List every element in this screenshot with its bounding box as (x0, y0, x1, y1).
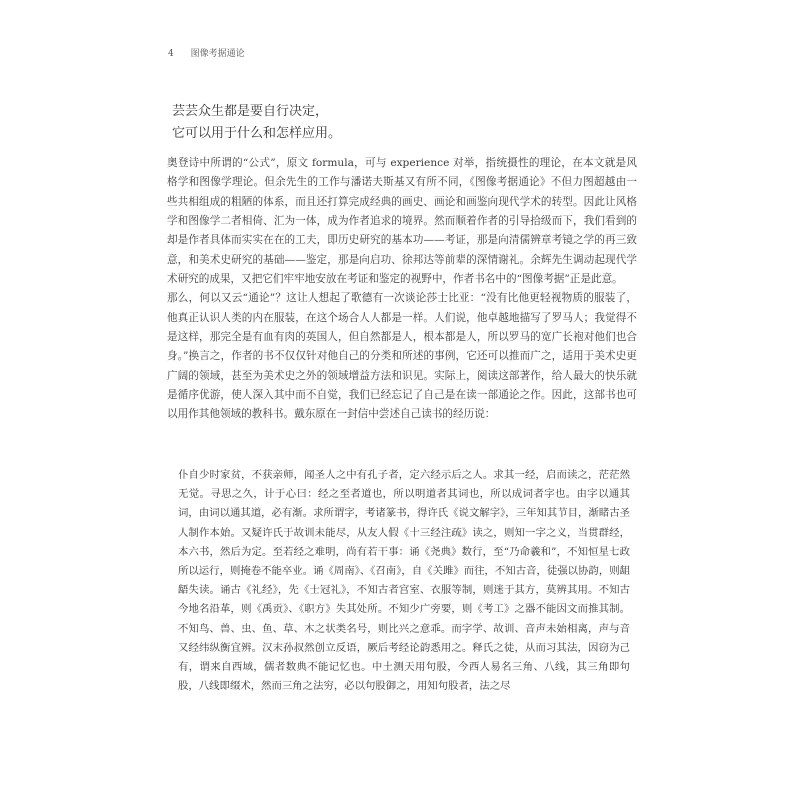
poem-line: 它可以用于什么和怎样应用。 (172, 126, 342, 141)
page-number: 4 (168, 49, 174, 59)
epigraph-poem (172, 101, 341, 145)
quote-paragraph: 仆自少时家贫，不获亲师，闻圣人之中有孔子者，定六经示后之人。求其一经，启而读之，茫茫然无觉。寻思之久，计于心曰：经之至者道也，所以明道者其词也，所以成词者字也。由字以通其词，由词以通其道，必有渐。求所谓字，考诸篆书，得许氏《说文解字》，三年知其节目，渐睹古圣人制作本始。又疑许氏于故训未能尽，从友人假《十三经注疏》读之，则知一字之义，当贯群经，本六书，然后为定。至若经之难明，尚有若干事：诵《尧典》数行，至“乃命羲和”，不知恒星七政所以运行，则掩卷不能卒业。诵《周南》、《召南》，自《关雎》而往，不知古音，徒强以协韵，则龃龉失读。诵古《礼经》，先《士冠礼》，不知古者宫室、衣服等制，则迷于其方，莫辨其用。不知古今地名沿革，则《禹贡》、《职方》失其处所。不知少广旁要，则《考工》之器不能因文而推其制。不知鸟、兽、虫、鱼、草、木之状类名号，则比兴之意乖。而字学、故训、音声未始相离，声与音又经纬纵衡宜辨。汉末孙叔然创立反语，厥后考经论韵悉用之。释氏之徒，从而习其法，因窃为己有，谓来自西域，儒者数典不能记忆也。中土测天用句股，今西人易名三角、八线，其三角即句股，八线即缀术，然而三角之法穷，必以句股御之，用知句股者，法之尽 (178, 469, 630, 693)
body-paragraph: 奥登诗中所谓的“公式”，原文 formula，可与 experience 对举，指统摄性的理论，在本文就是风格学和图像学理论。但余先生的工作与潘诺夫斯基又有所不同，《图像考据通论》不但力图超越由一些共相组成的粗陋的体系，而且还打算完成经典的画史、画论和画鉴向现代学术的转型。因此让风格学和图像学二者相倚、汇为一体，成为作者追求的境界。然而顺着作者的引导拾级而下，我们看到的却是作者具体而实实在在的工夫，即历史研究的基本功——考证，那是向清儒辨章考镜之学的再三致意，和美术史研究的基础——鉴定，那是向启功、徐邦达等前辈的深情谢礼。余辉先生调动起现代学术研究的成果，又把它们牢牢地安放在考证和鉴定的视野中，作者书名中的“图像考据”正是此意。 (167, 157, 637, 286)
body-paragraph: 那么，何以又云“通论”？这让人想起了歌德有一次谈论莎士比亚：“没有比他更轻视物质的服装了，他真正认识人类的内在服装，在这个场合人人都是一样。人们说，他卓越地描写了罗马人；我觉得不是这样，那完全是有血有肉的英国人，但自然都是人，根本都是人，所以罗马的宽广长袍对他们也合身。”换言之，作者的书不仅仅针对他自己的分类和所述的事例，它还可以推而广之，适用于美术史更广阔的领域，甚至为美术史之外的领域增益方法和识见。实际上，阅读这部著作，给人最大的快乐就是循序优游，使人深入其中而不自觉，我们已经忘记了自己是在读一部通论之作。因此，这部书也可以用作其他领域的教科书。戴东原在一封信中尝述自己读书的经历说： (167, 292, 637, 421)
block-quote (178, 466, 630, 696)
running-head (168, 46, 245, 59)
poem-line: 芸芸众生都是要自行决定， (172, 104, 329, 119)
book-title: 图像考据通论 (190, 49, 245, 59)
body-text (167, 154, 637, 425)
